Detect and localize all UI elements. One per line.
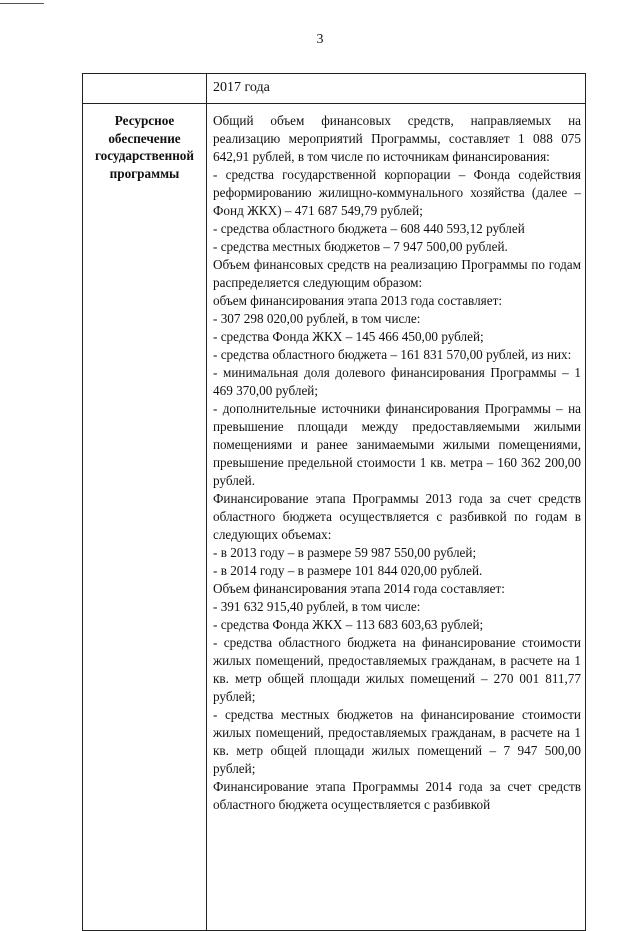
paragraph: Объем финансовых средств на реализацию Программы по годам распределяется следующим образом: (213, 257, 581, 290)
paragraph: - средства Фонда ЖКХ – 145 466 450,00 рублей; (213, 329, 484, 344)
paragraph: - средства местных бюджетов на финансирование стоимости жилых помещений, предоставляемых гражданам, в расчете на 1 кв. метр общей площади жилых помещений – 7 947 500,00 рублей; (213, 707, 581, 776)
section-label-line: государственной (95, 148, 194, 164)
paragraph: - 391 632 915,40 рублей, в том числе: (213, 599, 421, 614)
table-row-resources (83, 104, 586, 931)
section-label-line: программы (109, 165, 180, 181)
corner-rule (0, 0, 44, 4)
section-label-line: обеспечение (108, 130, 181, 146)
paragraph: Финансирование этапа Программы 2013 года за счет средств областного бюджета осуществляется с разбивкой по годам в следующих объемах: (213, 491, 581, 542)
paragraph: - средства областного бюджета – 608 440 593,12 рублей (213, 221, 525, 236)
paragraph: - в 2014 году – в размере 101 844 020,00 рублей. (213, 563, 483, 578)
section-label (83, 104, 207, 931)
paragraph: Объем финансирования этапа 2014 года составляет: (213, 581, 505, 596)
paragraph: - 307 298 020,00 рублей, в том числе: (213, 311, 421, 326)
paragraph: - средства местных бюджетов – 7 947 500,00 рублей. (213, 239, 508, 254)
paragraph: Финансирование этапа Программы 2014 года за счет средств областного бюджета осуществляется с разбивкой (213, 779, 581, 812)
paragraph: объем финансирования этапа 2013 года составляет: (213, 293, 503, 308)
paragraph: - средства областного бюджета – 161 831 570,00 рублей, из них: (213, 347, 572, 362)
table-cell-left-empty (83, 74, 207, 104)
page-number: 3 (316, 32, 324, 47)
paragraph: Общий объем финансовых средств, направляемых на реализацию мероприятий Программы, составляет 1 088 075 642,91 рублей, в том числе по источникам финансирования: (213, 113, 581, 164)
section-content (207, 104, 586, 931)
paragraph: - средства Фонда ЖКХ – 113 683 603,63 рублей; (213, 617, 484, 632)
paragraph: - минимальная доля долевого финансирования Программы – 1 469 370,00 рублей; (213, 365, 581, 398)
resource-table (82, 73, 586, 931)
table-row-continuation (83, 74, 586, 104)
paragraph: - дополнительные источники финансирования Программы – на превышение площади между предоставляемыми жилыми помещениями и ранее занимаемыми жилыми помещениями, превышение предельной стоимости 1 кв. метра – 160 362 200,00 рублей. (213, 401, 581, 488)
paragraph: - средства областного бюджета на финансирование стоимости жилых помещений, предоставляемых гражданам, в расчете на 1 кв. метр общей площади жилых помещений – 270 001 811,77 рублей; (213, 635, 581, 704)
table-cell-period: 2017 года (207, 74, 586, 104)
section-label-line: Ресурсное (114, 113, 175, 128)
paragraph: - в 2013 году – в размере 59 987 550,00 рублей; (213, 545, 477, 560)
paragraph: - средства государственной корпорации – Фонда содействия реформированию жилищно-коммунального хозяйства (далее – Фонд ЖКХ) – 471 687 549,79 рублей; (213, 167, 581, 218)
